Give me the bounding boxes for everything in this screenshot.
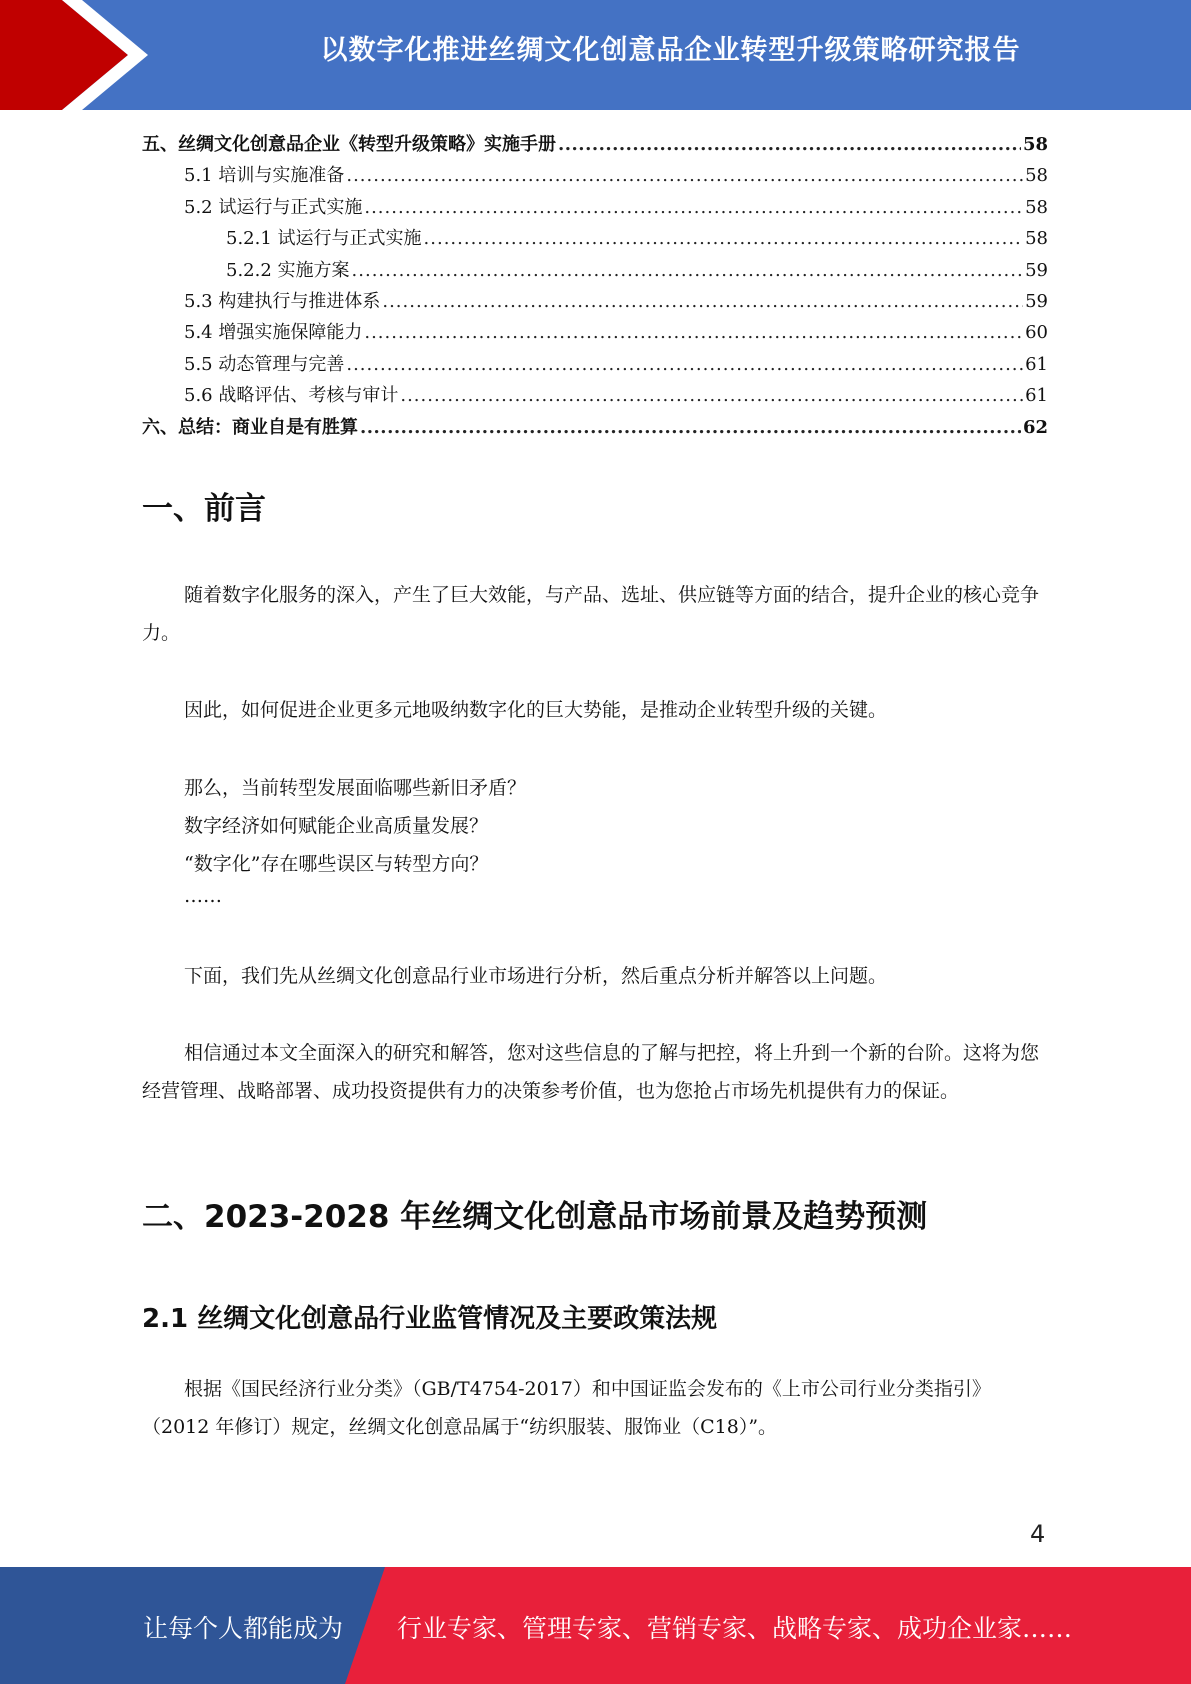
toc-entry[interactable] bbox=[142, 193, 1048, 224]
toc-dot-leader bbox=[400, 385, 1023, 406]
toc-entry[interactable] bbox=[142, 130, 1048, 161]
toc-entry[interactable] bbox=[142, 256, 1048, 287]
toc-entry[interactable] bbox=[142, 413, 1048, 444]
paragraph: 根据《国民经济行业分类》（GB/T4754-2017）和中国证监会发布的《上市公司行业分类指引》（2012 年修订）规定，丝绸文化创意品属于“纺织服装、服饰业（C18）”。 bbox=[142, 1378, 991, 1438]
section-heading-preface: 一、前言 bbox=[142, 491, 266, 527]
paragraph: 下面，我们先从丝绸文化创意品行业市场进行分析，然后重点分析并解答以上问题。 bbox=[184, 965, 888, 987]
footer-slogan-right: 行业专家、管理专家、营销专家、战略专家、成功企业家…… bbox=[397, 1614, 1073, 1643]
toc-entry-label: 五、丝绸文化创意品企业《转型升级策略》实施手册 bbox=[142, 134, 556, 155]
page-footer bbox=[0, 1567, 1191, 1684]
toc-entry[interactable] bbox=[142, 287, 1048, 318]
question-line: “数字化”存在哪些误区与转型方向？ bbox=[184, 853, 489, 875]
toc-entry-page: 60 bbox=[1025, 322, 1048, 344]
toc-entry-page: 61 bbox=[1025, 385, 1048, 407]
toc-dot-leader bbox=[558, 134, 1021, 155]
toc-entry-label: 5.2.2 实施方案 bbox=[226, 259, 350, 281]
report-title: 以数字化推进丝绸文化创意品企业转型升级策略研究报告 bbox=[320, 35, 1021, 66]
toc-entry-page: 58 bbox=[1025, 196, 1048, 218]
toc-entry-page: 59 bbox=[1025, 290, 1048, 312]
toc-dot-leader bbox=[346, 354, 1023, 375]
toc-entry-page: 61 bbox=[1025, 353, 1048, 375]
paragraph: 随着数字化服务的深入，产生了巨大效能，与产品、选址、供应链等方面的结合，提升企业的核心竞争力。 bbox=[142, 584, 1040, 644]
toc-entry-page: 58 bbox=[1025, 228, 1048, 250]
toc-entry-page: 58 bbox=[1025, 165, 1048, 187]
toc-entry[interactable] bbox=[142, 161, 1048, 192]
toc-dot-leader bbox=[382, 291, 1023, 312]
toc-entry-page: 58 bbox=[1022, 134, 1048, 155]
toc-dot-leader bbox=[364, 322, 1023, 343]
footer-slogan-left: 让每个人都能成为 bbox=[143, 1614, 344, 1643]
paragraph: 相信通过本文全面深入的研究和解答，您对这些信息的了解与把控，将上升到一个新的台阶。这将为您经营管理、战略部署、成功投资提供有力的决策参考价值，也为您抢占市场先机提供有力的保证。 bbox=[142, 1042, 1040, 1102]
toc-entry-label: 5.5 动态管理与完善 bbox=[184, 353, 345, 375]
question-line: 数字经济如何赋能企业高质量发展？ bbox=[184, 815, 489, 837]
toc-entry[interactable] bbox=[142, 224, 1048, 255]
toc-entry-label: 六、总结：商业自是有胜算 bbox=[142, 416, 358, 438]
toc-entry[interactable] bbox=[142, 381, 1048, 412]
toc-entry-label: 5.3 构建执行与推进体系 bbox=[184, 290, 381, 312]
toc-entry-page: 59 bbox=[1025, 259, 1048, 281]
toc-entry[interactable] bbox=[142, 350, 1048, 381]
toc-entry-page: 62 bbox=[1022, 416, 1048, 438]
section-heading-market-outlook: 二、2023-2028 年丝绸文化创意品市场前景及趋势预测 bbox=[142, 1199, 928, 1235]
toc-dot-leader bbox=[352, 260, 1024, 281]
ellipsis-line: …… bbox=[184, 885, 222, 907]
toc-entry-label: 5.2.1 试运行与正式实施 bbox=[226, 228, 422, 250]
toc-entry-label: 5.6 战略评估、考核与审计 bbox=[184, 385, 399, 407]
paragraph: 因此，如何促进企业更多元地吸纳数字化的巨大势能，是推动企业转型升级的关键。 bbox=[184, 699, 888, 721]
toc-entry-label: 5.4 增强实施保障能力 bbox=[184, 322, 363, 344]
page-header bbox=[0, 0, 1191, 110]
subsection-heading: 2.1 丝绸文化创意品行业监管情况及主要政策法规 bbox=[142, 1304, 718, 1334]
chevron-icon bbox=[0, 0, 160, 110]
toc-dot-leader bbox=[424, 228, 1024, 249]
page-number: 4 bbox=[1030, 1520, 1046, 1548]
question-line: 那么，当前转型发展面临哪些新旧矛盾？ bbox=[184, 777, 527, 799]
toc-entry-label: 5.2 试运行与正式实施 bbox=[184, 196, 363, 218]
table-of-contents bbox=[142, 130, 1048, 444]
toc-dot-leader bbox=[346, 165, 1023, 186]
toc-entry-label: 5.1 培训与实施准备 bbox=[184, 165, 345, 187]
toc-dot-leader bbox=[364, 197, 1023, 218]
toc-dot-leader bbox=[360, 417, 1021, 438]
toc-entry[interactable] bbox=[142, 318, 1048, 349]
